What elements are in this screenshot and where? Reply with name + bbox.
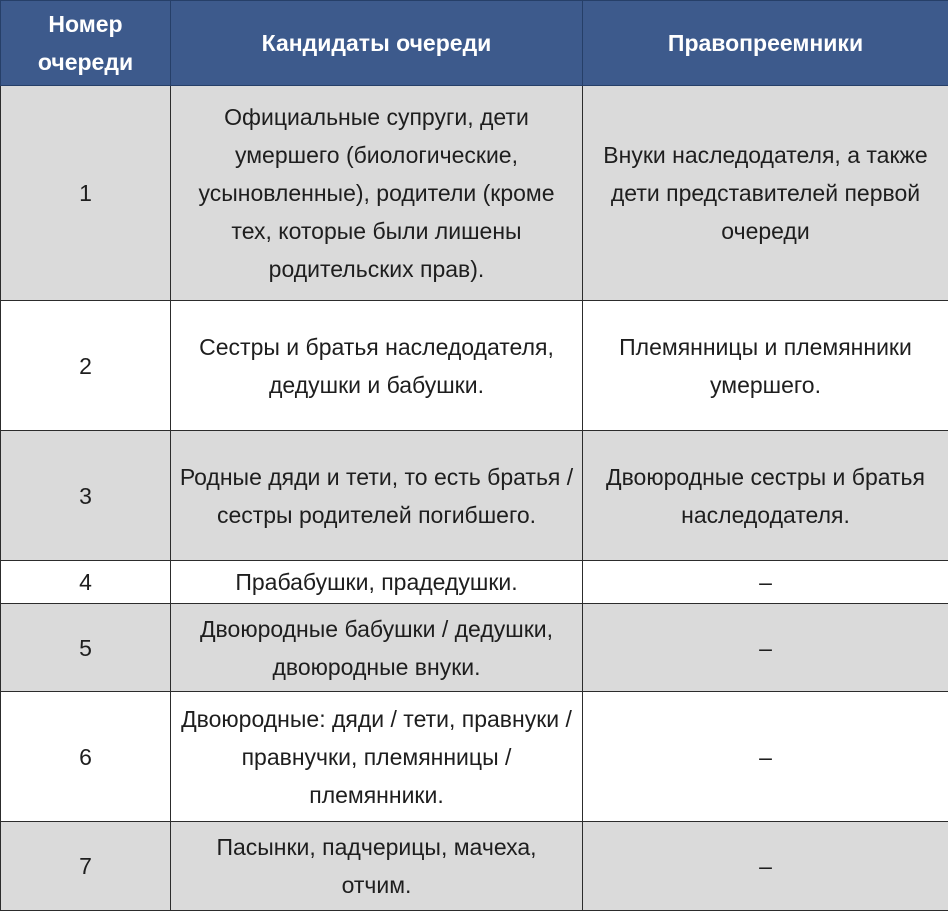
successors-cell: Внуки наследодателя, а также дети представителей первой очереди [583, 86, 948, 301]
candidates-cell: Родные дяди и тети, то есть братья / сестры родителей погибшего. [171, 431, 583, 561]
queue-number-cell: 7 [1, 822, 171, 911]
queue-number-cell: 1 [1, 86, 171, 301]
table-row [1, 301, 948, 431]
header-queue-number: Номер очереди [1, 1, 171, 86]
candidates-cell: Сестры и братья наследодателя, дедушки и бабушки. [171, 301, 583, 431]
table-row [1, 692, 948, 822]
candidates-cell: Официальные супруги, дети умершего (биологические, усыновленные), родители (кроме тех, которые были лишены родительских прав). [171, 86, 583, 301]
successors-cell: – [583, 692, 948, 822]
header-row [1, 1, 948, 86]
queue-number-cell: 2 [1, 301, 171, 431]
candidates-cell: Прабабушки, прадедушки. [171, 561, 583, 604]
header-candidates: Кандидаты очереди [171, 1, 583, 86]
candidates-cell: Двоюродные бабушки / дедушки, двоюродные внуки. [171, 604, 583, 692]
table-row [1, 604, 948, 692]
table-row [1, 86, 948, 301]
queue-number-cell: 3 [1, 431, 171, 561]
candidates-cell: Пасынки, падчерицы, мачеха, отчим. [171, 822, 583, 911]
successors-cell: – [583, 561, 948, 604]
successors-cell: Племянницы и племянники умершего. [583, 301, 948, 431]
successors-cell: Двоюродные сестры и братья наследодателя. [583, 431, 948, 561]
queue-number-cell: 5 [1, 604, 171, 692]
table-body [1, 86, 948, 911]
candidates-cell: Двоюродные: дяди / тети, правнуки / правнучки, племянницы / племянники. [171, 692, 583, 822]
successors-cell: – [583, 604, 948, 692]
header-successors: Правопреемники [583, 1, 948, 86]
table-header [1, 1, 948, 86]
table-row [1, 822, 948, 911]
queue-number-cell: 4 [1, 561, 171, 604]
table-row [1, 431, 948, 561]
table-row [1, 561, 948, 604]
successors-cell: – [583, 822, 948, 911]
queue-number-cell: 6 [1, 692, 171, 822]
